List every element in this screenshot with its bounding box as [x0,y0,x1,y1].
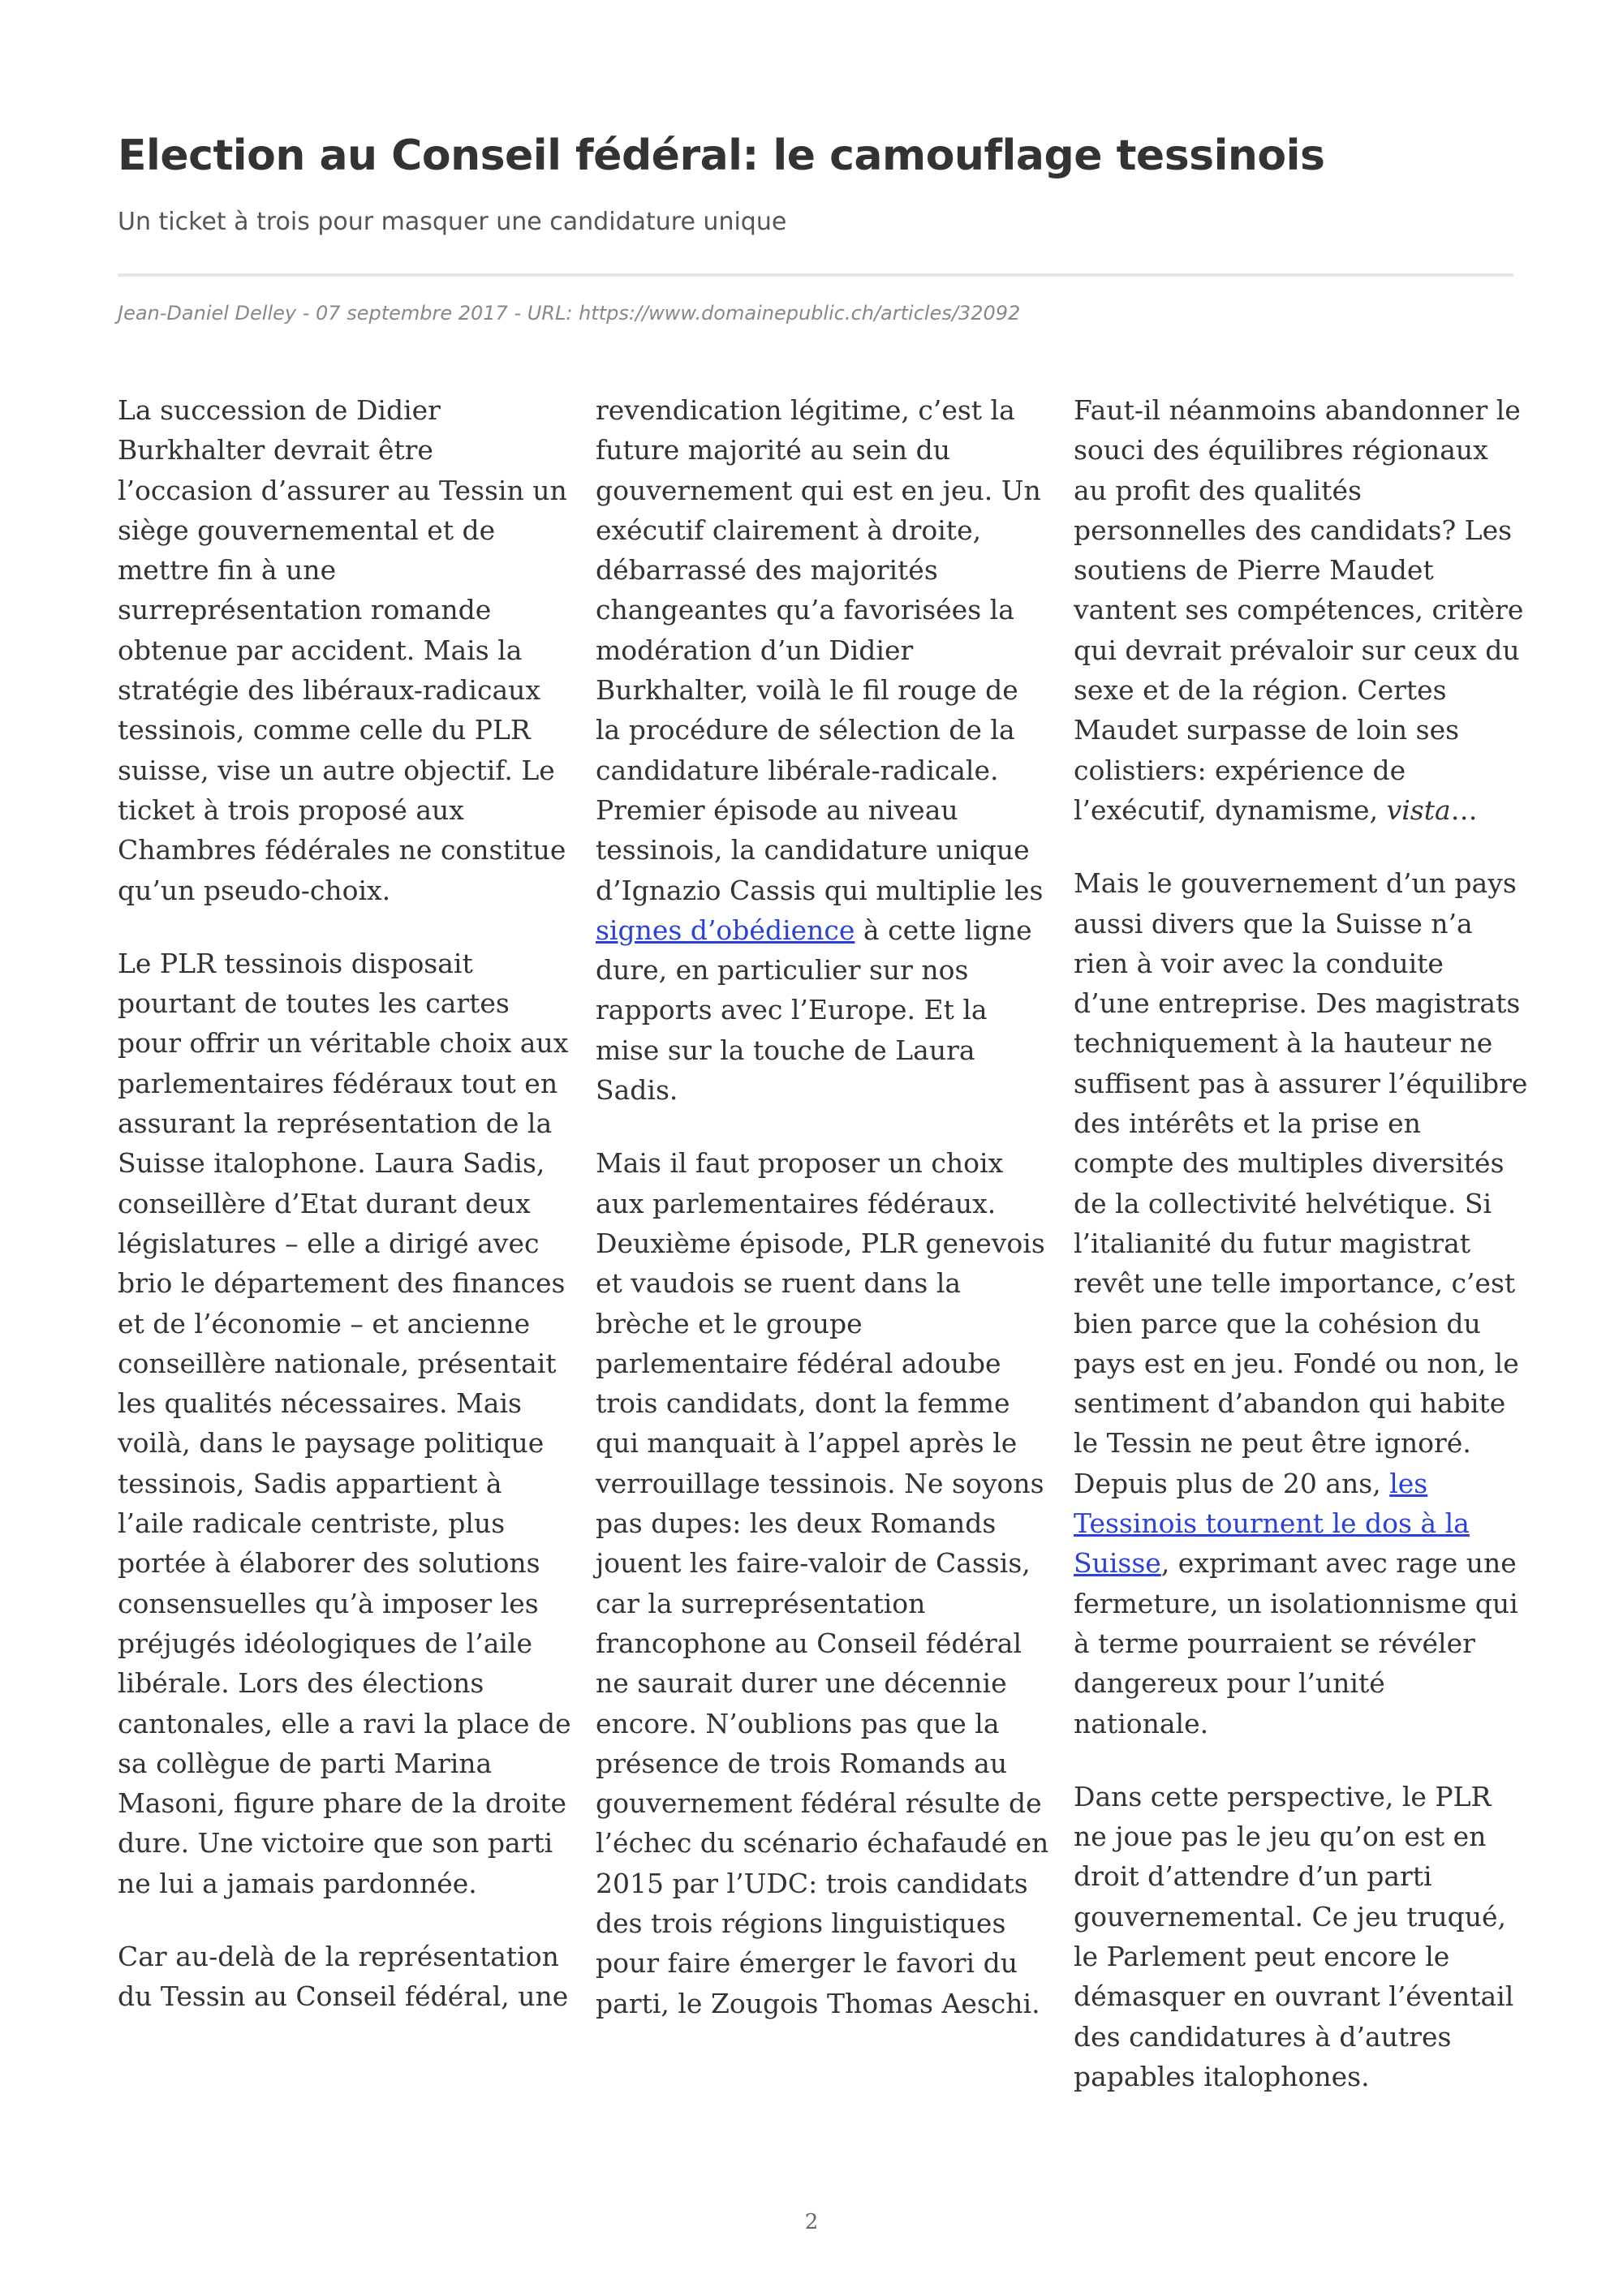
paragraph [1074,863,1528,1743]
paragraph-text: Mais le gouvernement d’un pays aussi divers que la Suisse n’a rien à voir avec la conduite d’une entreprise. Des magistrats techniquement à la hauteur ne suffisent pas à assurer l’équilibre des intérêts et la prise en compte des multiples diversités de la collectivité helvétique. Si l’italianité du futur magistrat revêt une telle importance, c’est bien parce que la cohésion du pays est en jeu. Fondé ou non, le sentiment d’abandon qui habite le Tessin ne peut être ignoré. Depuis plus de 20 ans, [1074,867,1528,1499]
paragraph-text: à cette ligne dure, en particulier sur nos rapports avec l’Europe. Et la mise sur la touche de Laura Sadis. [596,914,1032,1107]
text-column-1 [118,390,572,2050]
paragraph-text: , exprimant avec rage une fermeture, un isolationnisme qui à terme pourraient se révéler dangereux pour l’unité nationale. [1074,1547,1518,1739]
link-tessinois-suisse[interactable]: les Tessinois tournent le dos à la Suisse [1074,1467,1470,1580]
paragraph [596,390,1050,1110]
emphasis-text: vista [1386,793,1451,826]
link-signes-obedience[interactable]: signes d’obédience [596,914,855,946]
paragraph: Car au-delà de la représentation du Tessin au Conseil fédéral, une [118,1940,569,2013]
paragraph-text: Faut-il néanmoins abandonner le souci des équilibres régionaux au profit des qualités personnelles des candidats? Les soutiens de Pierre Maudet vantent ses compétences, critère qui devrait prévaloir sur ceux du sexe et de la région. Certes Maudet surpasse de loin ses colistiers: expérience de l’exécutif, dynamisme, [1074,394,1524,826]
article-subtitle: Un ticket à trois pour masquer une candidature unique [118,208,787,236]
ellipsis-text: … [1450,793,1478,826]
header-divider [118,273,1513,277]
paragraph [1074,390,1528,830]
text-column-2 [596,390,1050,2057]
article-meta: Jean-Daniel Delley - 07 septembre 2017 - URL: https://www.domainepublic.ch/articles/32092 [118,302,1021,325]
paragraph: Le PLR tessinois disposait pourtant de toutes les cartes pour offrir un véritable choix aux parlementaires fédéraux tout en assurant la représentation de la Suisse italophone. Laura Sadis, conseillère d’Etat durant deux législatures – elle a dirigé avec brio le département des finances et de l’économie – et ancienne conseillère nationale, présentait les qualités nécessaires. Mais voilà, dans le paysage politique tessinois, Sadis appartient à l’aile radicale centriste, plus portée à élaborer des solutions consensuelles qu’à imposer les préjugés idéologiques de l’aile libérale. Lors des élections cantonales, elle a ravi la place de sa collègue de parti Marina Masoni, figure phare de la droite dure. Une victoire que son parti ne lui a jamais pardonnée. [118,947,571,1899]
paragraph: La succession de Didier Burkhalter devrait être l’occasion d’assurer au Tessin un siège gouvernemental et de mettre fin à une surreprésentation romande obtenue par accident. Mais la stratégie des libéraux-radicaux tessinois, comme celle du PLR suisse, vise un autre objectif. Le ticket à trois proposé aux Chambres fédérales ne constitue qu’un pseudo-choix. [118,394,567,906]
article-title: Election au Conseil fédéral: le camouflage tessinois [118,131,1325,180]
paragraph: Dans cette perspective, le PLR ne joue pas le jeu qu’on est en droit d’attendre d’un parti gouvernemental. Ce jeu truqué, le Parlement peut encore le démasquer en ouvrant l’éventail des candidatures à d’autres papables italophones. [1074,1780,1514,2092]
paragraph-text: revendication légitime, c’est la future majorité au sein du gouvernement qui est en jeu. Un exécutif clairement à droite, débarrassé des majorités changeantes qu’a favorisées la modération d’un Didier Burkhalter, voilà le fil rouge de la procédure de sélection de la candidature libérale-radicale. Premier épisode au niveau tessinois, la candidature unique d’Ignazio Cassis qui multiplie les [596,394,1044,906]
page-number: 2 [804,2210,819,2234]
paragraph: Mais il faut proposer un choix aux parlementaires fédéraux. Deuxième épisode, PLR genevois et vaudois se ruent dans la brèche et le groupe parlementaire fédéral adoube trois candidats, dont la femme qui manquait à l’appel après le verrouillage tessinois. Ne soyons pas dupes: les deux Romands jouent les faire-valoir de Cassis, car la surreprésentation francophone au Conseil fédéral ne saurait durer une décennie encore. N’oublions pas que la présence de trois Romands au gouvernement fédéral résulte de l’échec du scénario échafaudé en 2015 par l’UDC: trois candidats des trois régions linguistiques pour faire émerger le favori du parti, le Zougois Thomas Aeschi. [596,1147,1049,2019]
text-column-3 [1074,390,1528,2130]
